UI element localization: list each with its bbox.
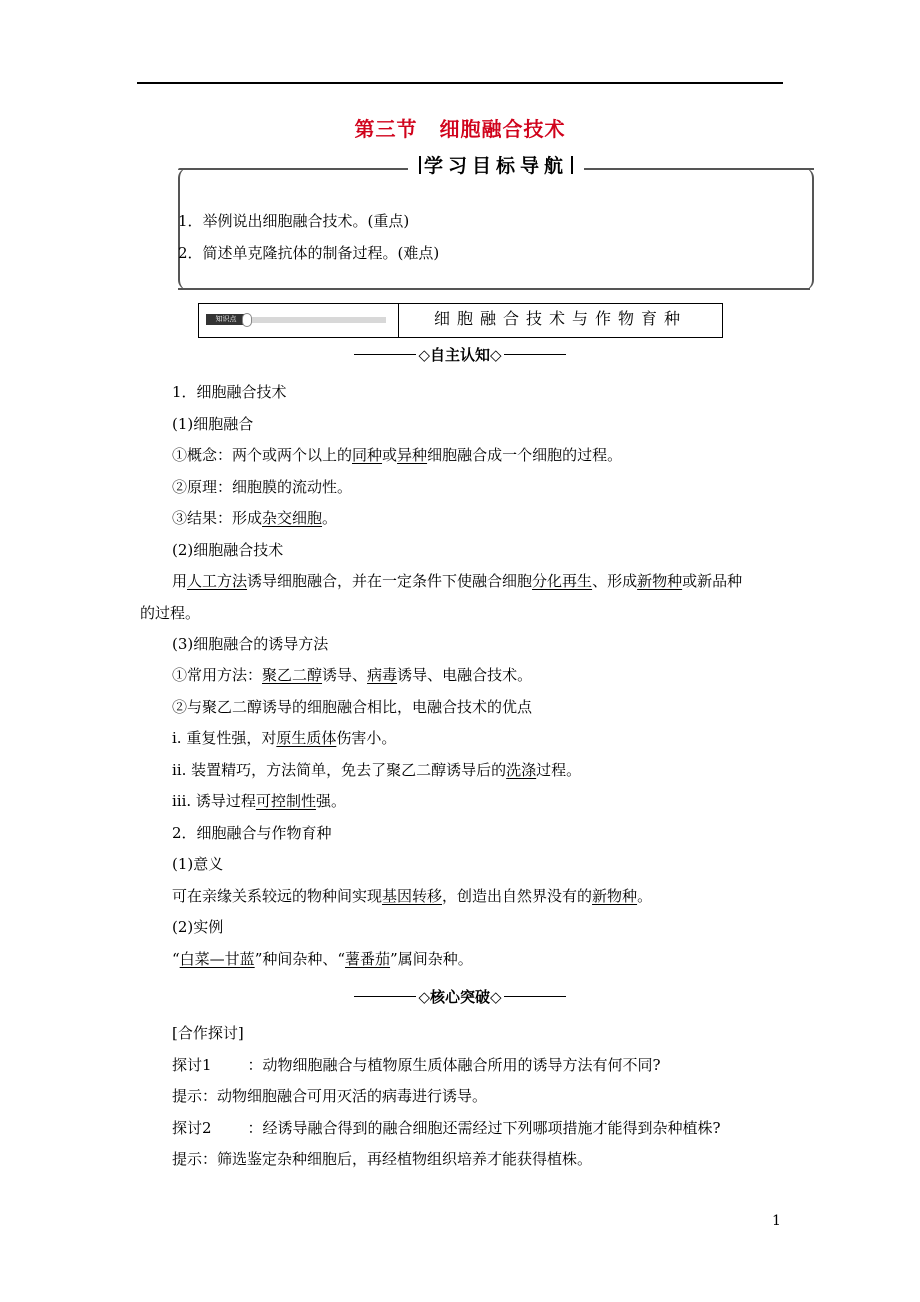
section-heading-self-study: ◇自主认知◇ [0, 344, 920, 365]
title-text: 细胞融合技术 [439, 117, 566, 141]
discussion-answer-2: 提示：筛选鉴定杂种细胞后，再经植物组织培养才能获得植株。 [172, 1150, 593, 1168]
section-heading-core: ◇核心突破◇ [0, 986, 920, 1007]
content-line: ⅲ. 诱导过程可控制性强。 [172, 792, 346, 810]
discussion-label: [合作探讨] [172, 1024, 244, 1042]
content-line: (3)细胞融合的诱导方法 [172, 635, 329, 653]
learning-objectives-box [178, 168, 814, 290]
section1-heading-text: 自主认知 [429, 346, 490, 364]
objectives-heading [408, 152, 584, 180]
page-number: 1 [772, 1213, 781, 1229]
content-line: (2)实例 [172, 918, 224, 936]
discussion-answer-1: 提示：动物细胞融合可用灭活的病毒进行诱导。 [172, 1087, 488, 1105]
content-line: 1．细胞融合技术 [172, 383, 287, 401]
content-line: ①概念：两个或两个以上的同种或异种细胞融合成一个细胞的过程。 [172, 446, 623, 464]
section2-heading-text: 核心突破 [429, 988, 490, 1006]
knowledge-point-table [198, 303, 723, 338]
content-line: 可在亲缘关系较远的物种间实现基因转移，创造出自然界没有的新物种。 [172, 887, 653, 905]
content-line: (2)细胞融合技术 [172, 541, 284, 559]
objective-1: 1．举例说出细胞融合技术。(重点) [178, 212, 410, 230]
page-title [0, 113, 920, 142]
content-line: “白菜—甘蓝”种间杂种、“薯番茄”属间杂种。 [172, 950, 473, 968]
content-line: ①常用方法：聚乙二醇诱导、病毒诱导、电融合技术。 [172, 666, 533, 684]
content-line: 的过程。 [140, 604, 201, 622]
content-line: ⅰ. 重复性强，对原生质体伤害小。 [172, 729, 397, 747]
discussion-question-1: 探讨1 ：动物细胞融合与植物原生质体融合所用的诱导方法有何不同? [172, 1056, 661, 1074]
discussion-question-2: 探讨2 ：经诱导融合得到的融合细胞还需经过下列哪项措施才能得到杂种植株? [172, 1119, 721, 1137]
header-rule [137, 82, 783, 84]
objective-2: 2．简述单克隆抗体的制备过程。(难点) [178, 244, 440, 262]
objectives-heading-text: 学习目标导航 [423, 155, 568, 177]
content-line: (1)细胞融合 [172, 415, 254, 433]
content-line: ③结果：形成杂交细胞。 [172, 509, 338, 527]
content-line: 用人工方法诱导细胞融合，并在一定条件下使融合细胞分化再生、形成新物种或新品种 [172, 572, 743, 590]
content-line: ⅱ. 装置精巧，方法简单，免去了聚乙二醇诱导后的洗涤过程。 [172, 761, 582, 779]
content-line: 2．细胞融合与作物育种 [172, 824, 332, 842]
knowledge-point-label: 细胞融合技术与作物育种 [433, 309, 687, 328]
progress-track [246, 317, 386, 323]
content-line: ②与聚乙二醇诱导的细胞融合相比，电融合技术的优点 [172, 698, 533, 716]
knowledge-point-badge: 知识点 [206, 314, 246, 325]
progress-knob [242, 313, 252, 327]
content-line: ②原理：细胞膜的流动性。 [172, 478, 353, 496]
title-section-number: 第三节 [354, 117, 418, 141]
content-line: (1)意义 [172, 855, 224, 873]
